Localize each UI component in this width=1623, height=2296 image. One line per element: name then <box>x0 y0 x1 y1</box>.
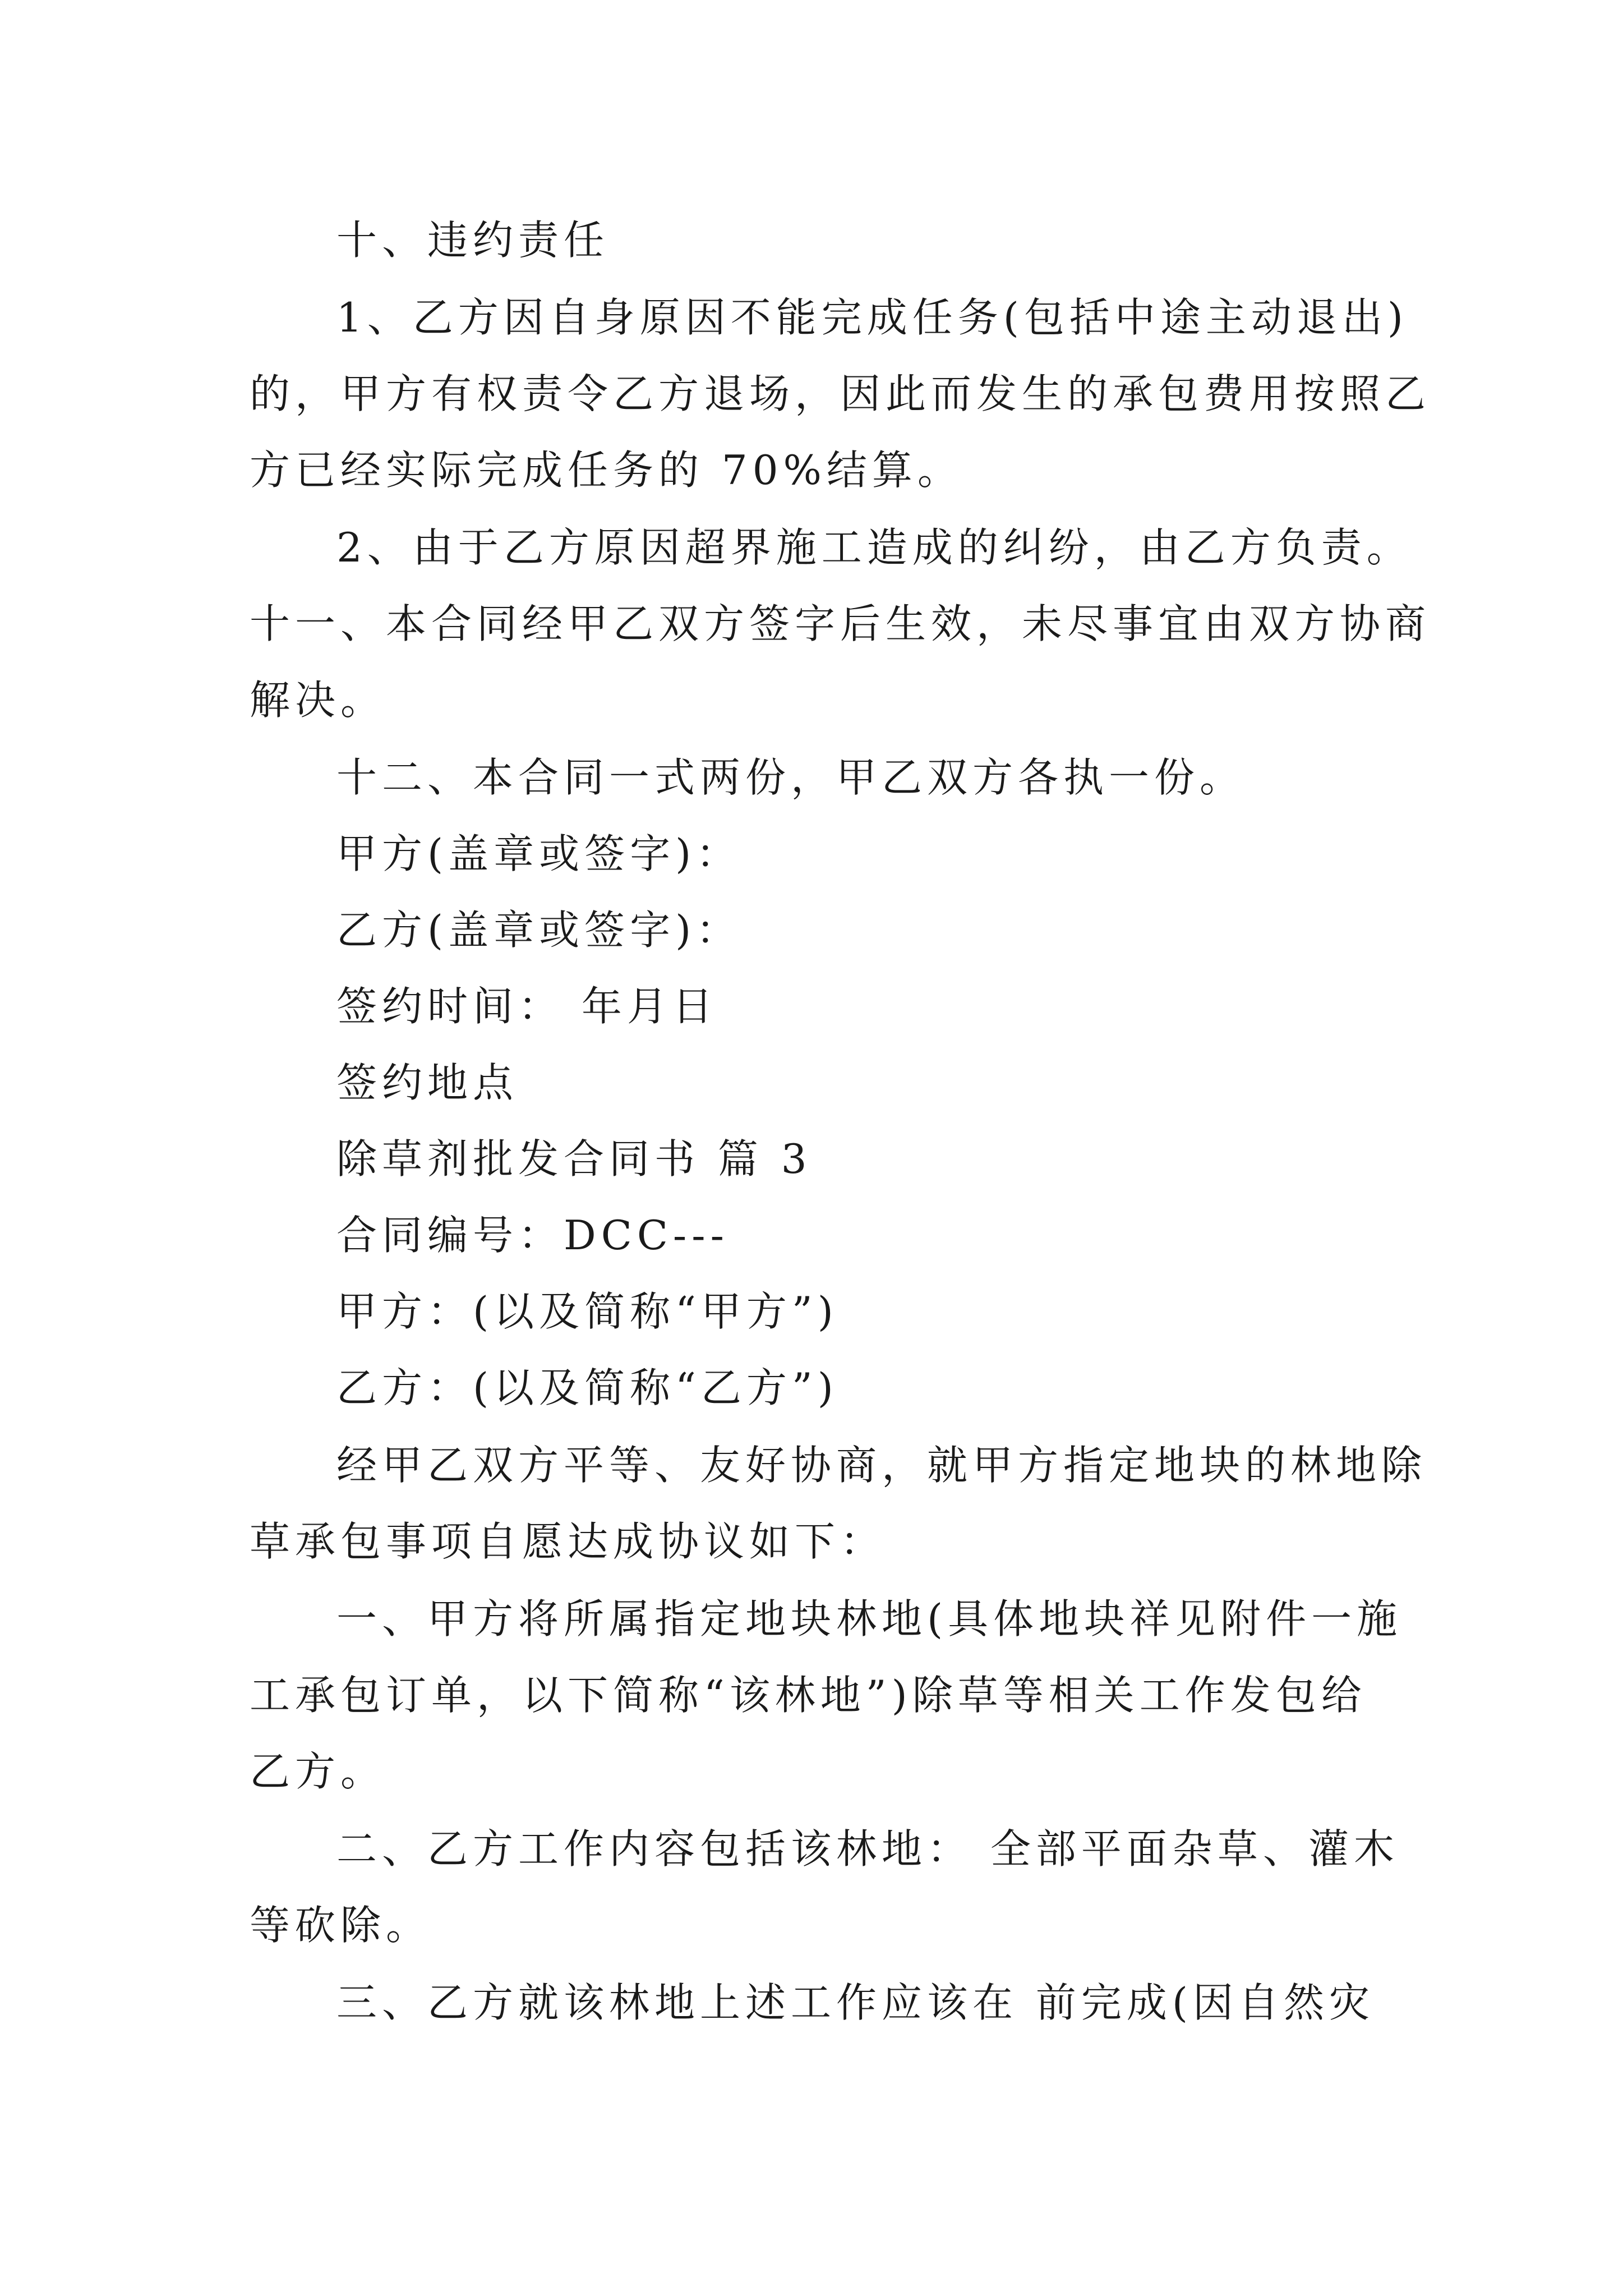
paragraph-line: 等砍除。 <box>250 1902 432 1949</box>
paragraph-line: 1、乙方因自身原因不能完成任务(包括中途主动退出) <box>336 294 1408 341</box>
paragraph-line: 十二、本合同一式两份，甲乙双方各执一份。 <box>336 754 1246 801</box>
paragraph-line: 工承包订单，以下简称“该林地”)除草等相关工作发包给 <box>250 1672 1367 1719</box>
contract-title: 除草剂批发合同书 篇 3 <box>336 1135 812 1182</box>
paragraph-line: 二、乙方工作内容包括该林地： 全部平面杂草、灌木 <box>336 1825 1399 1872</box>
signing-date-line: 签约时间： 年月日 <box>336 983 718 1030</box>
signing-place-line: 签约地点 <box>336 1059 519 1106</box>
paragraph-line: 草承包事项自愿达成协议如下： <box>250 1518 886 1565</box>
party-a-line: 甲方：(以及简称“甲方”) <box>336 1288 838 1335</box>
paragraph-line: 方已经实际完成任务的 70%结算。 <box>250 447 963 494</box>
paragraph-line: 经甲乙双方平等、友好协商，就甲方指定地块的林地除 <box>336 1442 1427 1489</box>
paragraph-line: 三、乙方就该林地上述工作应该在 前完成(因自然灾 <box>336 1979 1375 2026</box>
paragraph-line: 一、甲方将所属指定地块林地(具体地块祥见附件一施 <box>336 1595 1403 1642</box>
section-heading-breach-liability: 十、违约责任 <box>336 217 610 264</box>
signature-line-party-a: 甲方(盖章或签字)： <box>336 830 742 877</box>
paragraph-line: 2、由于乙方原因超界施工造成的纠纷，由乙方负责。 <box>336 524 1412 571</box>
paragraph-line: 乙方。 <box>250 1748 386 1795</box>
signature-line-party-b: 乙方(盖章或签字)： <box>336 907 742 954</box>
paragraph-line: 的，甲方有权责令乙方退场，因此而发生的承包费用按照乙 <box>250 370 1431 417</box>
contract-number-line: 合同编号：DCC--- <box>336 1212 729 1259</box>
paragraph-line: 解决。 <box>250 677 386 724</box>
party-b-line: 乙方：(以及简称“乙方”) <box>336 1364 838 1411</box>
paragraph-line: 十一、本合同经甲乙双方签字后生效，未尽事宜由双方协商 <box>250 600 1431 647</box>
